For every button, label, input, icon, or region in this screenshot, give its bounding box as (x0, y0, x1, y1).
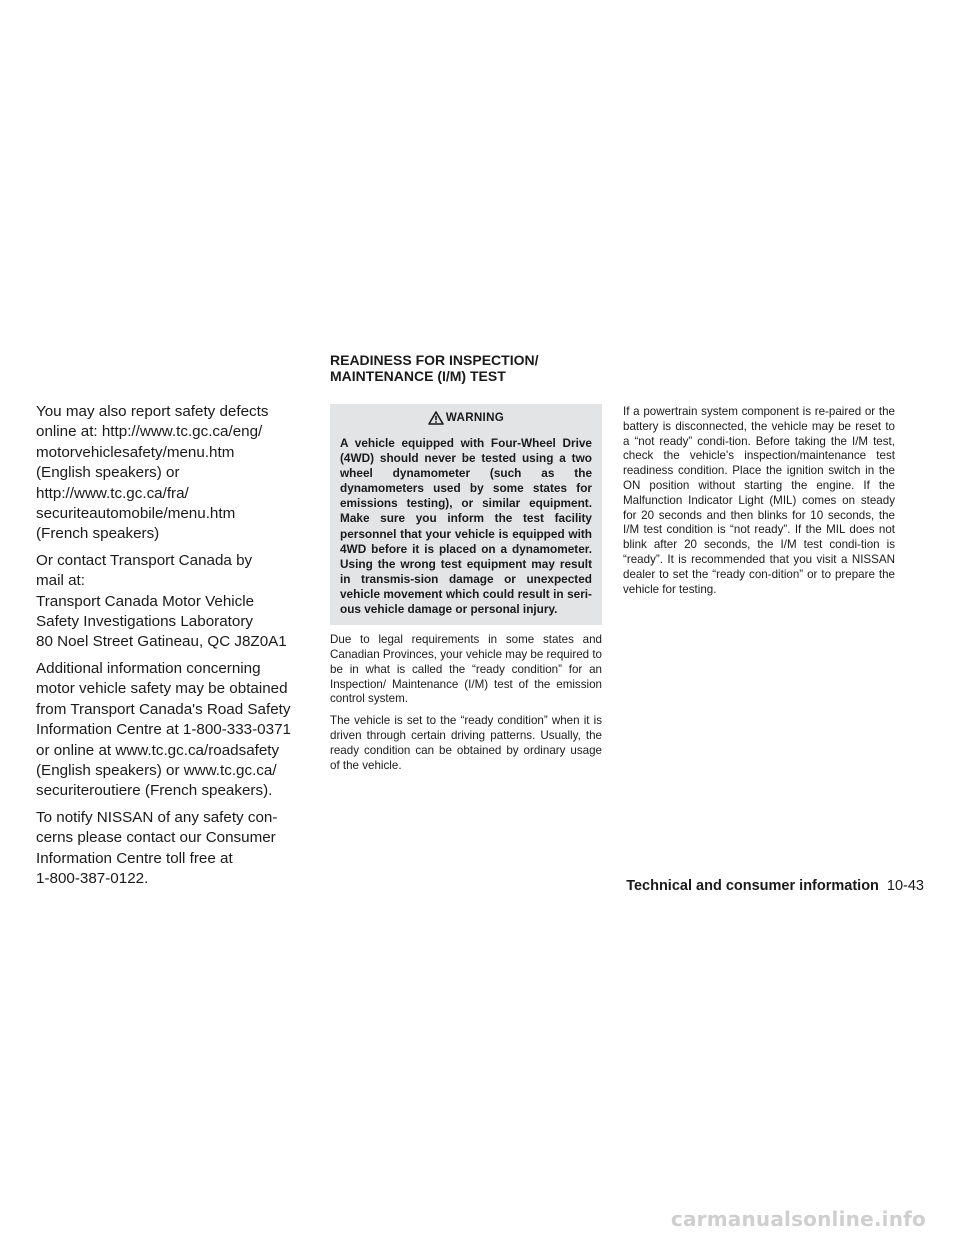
middle-column (330, 404, 602, 773)
text-line: Information Centre toll free at (36, 849, 233, 867)
text-line: (English speakers) or (36, 464, 180, 482)
warning-text: A vehicle equipped with Four-Wheel Drive (4WD) should never be tested using a two wheel dynamometer (such as the dynamometers used by some states for emissions testing), or similar equipment. Make sure you inform the test facility personnel that your vehicle is equipped with 4WD before it is placed on a dynamometer. Using the wrong test equipment may result in transmis-sion damage or unexpected vehicle movement which could result in seri-ous vehicle damage or personal injury. (340, 436, 592, 617)
footer-section-title: Technical and consumer information (626, 878, 879, 894)
page-footer (626, 877, 924, 895)
text-line: motorvehiclesafety/menu.htm (36, 443, 235, 461)
text-line: online at: http://www.tc.gc.ca/eng/ (36, 423, 263, 441)
left-column (36, 402, 308, 895)
text-line: cerns please contact our Consumer (36, 829, 276, 847)
text-line: Additional information concerning (36, 659, 261, 677)
text-line: Information Centre at 1-800-333-0371 (36, 721, 291, 739)
text-line: 80 Noel Street Gatineau, QC J8Z0A1 (36, 633, 287, 651)
text-line: from Transport Canada's Road Safety (36, 700, 291, 718)
powertrain-paragraph: If a powertrain system component is re-paired or the battery is disconnected, the vehicle may be reset to a “not ready” condi-tion. Before taking the I/M test, check the vehicle's inspection/maintenance test readiness condition. Place the ignition switch in the ON position without starting the engine. If the Malfunction Indicator Light (MIL) comes on steady for 20 seconds and then blinks for 10 seconds, the I/M test condition is “not ready”. If the MIL does not blink after 20 seconds, the I/M test condi-tion is “ready”. It is recommended that you visit a NISSAN dealer to set the “ready con-dition” or to prepare the vehicle for testing. (623, 405, 895, 596)
section-heading-line-2: MAINTENANCE (I/M) TEST (330, 368, 506, 384)
text-line: (English speakers) or www.tc.gc.ca/ (36, 761, 277, 779)
text-line: To notify NISSAN of any safety con- (36, 808, 278, 826)
watermark: carmanualsonline.info (670, 1207, 926, 1231)
warning-title: WARNING (445, 410, 505, 424)
ready-condition-paragraph: The vehicle is set to the “ready condition” when it is driven through certain driving patterns. Usually, the ready condition can be obtained by ordinary usage of the vehicle. (330, 714, 602, 772)
text-line: http://www.tc.gc.ca/fra/ (36, 484, 189, 502)
text-line: securiteroutiere (French speakers). (36, 782, 273, 800)
notify-nissan-paragraph (36, 808, 308, 890)
contact-transport-canada-paragraph (36, 551, 308, 653)
text-line: mail at: (36, 572, 85, 590)
right-column (623, 405, 895, 597)
text-line: Transport Canada Motor Vehicle (36, 592, 255, 610)
additional-info-paragraph (36, 659, 308, 802)
section-heading (330, 352, 630, 384)
report-defects-paragraph (36, 402, 308, 545)
text-line: (French speakers) (36, 525, 160, 543)
text-line: or online at www.tc.gc.ca/roadsafety (36, 741, 280, 759)
text-line: motor vehicle safety may be obtained (36, 680, 288, 698)
text-line: Safety Investigations Laboratory (36, 613, 253, 631)
warning-header (340, 404, 592, 432)
warning-triangle-icon (428, 411, 444, 425)
text-line: 1-800-387-0122. (36, 869, 149, 887)
warning-box (330, 404, 602, 625)
text-line: Or contact Transport Canada by (36, 551, 253, 569)
legal-requirements-paragraph: Due to legal requirements in some states and Canadian Provinces, your vehicle may be required to be in what is called the “ready condition” for an Inspection/ Maintenance (I/M) test of the emission control system. (330, 633, 602, 706)
text-line: You may also report safety defects (36, 403, 269, 420)
page-number: 10-43 (886, 878, 924, 894)
text-line: securiteautomobile/menu.htm (36, 505, 236, 523)
section-heading-line-1: READINESS FOR INSPECTION/ (330, 352, 539, 368)
